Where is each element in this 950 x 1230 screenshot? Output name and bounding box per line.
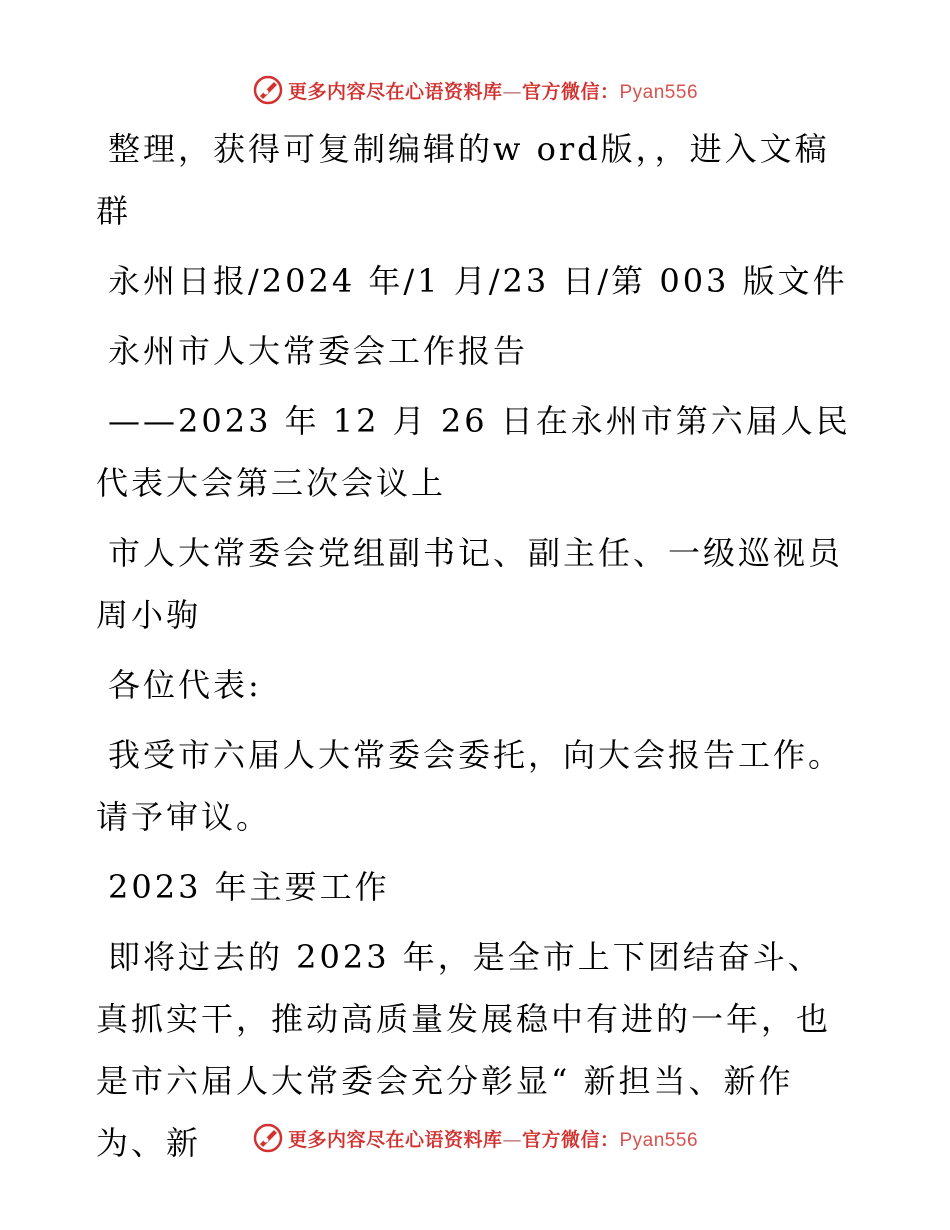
banner-wechat-id: Pyan556 — [619, 81, 699, 103]
paragraph: 永州市人大常委会工作报告 — [108, 332, 529, 370]
logo-icon — [252, 74, 284, 106]
footer-banner — [0, 1118, 950, 1158]
paragraph: 整理，获得可复制编辑的w ord版，，进入文稿群 — [96, 130, 830, 230]
paragraph: 2023 年主要工作 — [108, 868, 390, 906]
banner-suffix: 官方微信： — [521, 80, 620, 103]
paragraph: 各位代表: — [108, 666, 262, 704]
banner-main: 更多内容尽在心语资料库 — [287, 1128, 503, 1151]
banner-text — [288, 77, 698, 104]
paragraph: 即将过去的 2023 年，是全市上下团结奋斗、真抓实干，推动高质量发展稳中有进的一年，也是市六届人大常委会充分彰显“ 新担当、新作为、新 — [96, 938, 832, 1162]
banner-main: 更多内容尽在心语资料库 — [287, 80, 503, 103]
header-banner — [0, 70, 950, 110]
paragraph: 永州日报/2024 年/1 月/23 日/第 003 版文件 — [108, 262, 848, 300]
logo-icon — [252, 1122, 284, 1154]
banner-dash: — — [502, 1128, 522, 1151]
banner-wechat-id: Pyan556 — [619, 1129, 699, 1151]
paragraph: 市人大常委会党组副书记、副主任、一级巡视员周小驹 — [96, 534, 844, 634]
document-body — [96, 118, 856, 1174]
banner-text — [288, 1125, 698, 1152]
banner-dash: — — [502, 80, 522, 103]
paragraph: ——2023 年 12 月 26 日在永州市第六届人民代表大会第三次会议上 — [96, 402, 851, 502]
banner-suffix: 官方微信： — [521, 1128, 620, 1151]
paragraph: 我受市六届人大常委会委托，向大会报告工作。请予审议。 — [96, 736, 844, 836]
